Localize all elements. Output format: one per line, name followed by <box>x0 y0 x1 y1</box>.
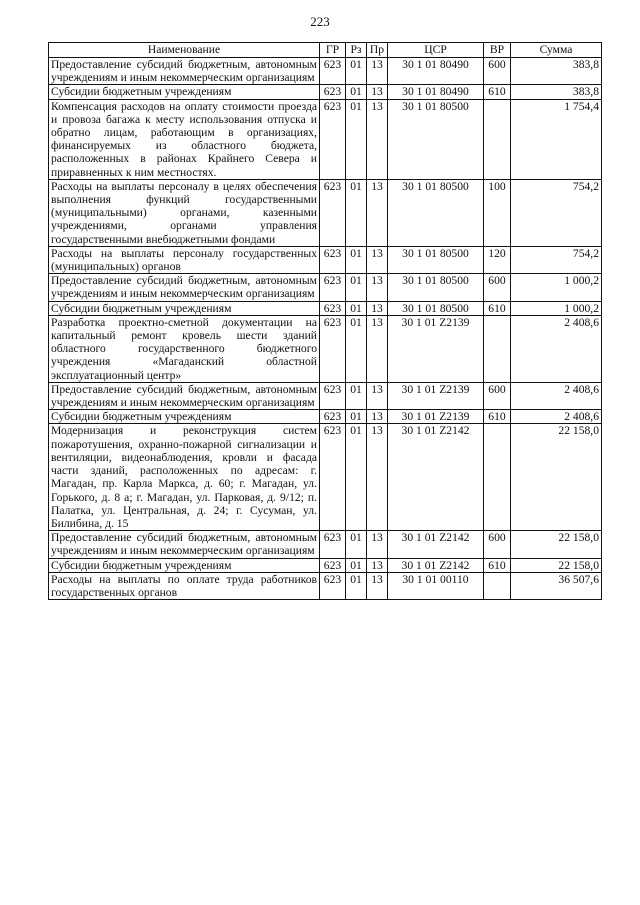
table-row <box>49 99 602 179</box>
cell-csr: 30 1 01 00110 <box>388 572 484 599</box>
cell-sum: 22 158,0 <box>511 531 602 558</box>
cell-rz: 01 <box>346 85 367 99</box>
cell-pr: 13 <box>367 410 388 424</box>
cell-pr: 13 <box>367 85 388 99</box>
cell-rz: 01 <box>346 424 367 531</box>
cell-pr: 13 <box>367 315 388 382</box>
table-row <box>49 315 602 382</box>
cell-sum: 22 158,0 <box>511 424 602 531</box>
cell-csr: 30 1 01 80490 <box>388 58 484 85</box>
cell-name: Расходы на выплаты по оплате труда работников государственных органов <box>49 572 320 599</box>
cell-vr: 600 <box>484 274 511 301</box>
cell-vr: 120 <box>484 246 511 273</box>
header-vr: ВР <box>484 43 511 58</box>
cell-gr: 623 <box>320 410 346 424</box>
cell-gr: 623 <box>320 301 346 315</box>
cell-sum: 1 754,4 <box>511 99 602 179</box>
cell-vr: 600 <box>484 531 511 558</box>
cell-vr: 100 <box>484 179 511 246</box>
cell-pr: 13 <box>367 179 388 246</box>
cell-vr <box>484 99 511 179</box>
page-number: 223 <box>310 14 330 29</box>
cell-name: Разработка проектно-сметной документации на капитальный ремонт кровель шести зданий областного государственного бюджетного учреждения «Магаданский областной эксплуатационный центр» <box>49 315 320 382</box>
table-row <box>49 424 602 531</box>
cell-gr: 623 <box>320 382 346 409</box>
cell-rz: 01 <box>346 301 367 315</box>
table-row <box>49 531 602 558</box>
cell-name: Предоставление субсидий бюджетным, автономным учреждениям и иным некоммерческим организациям <box>49 58 320 85</box>
cell-pr: 13 <box>367 58 388 85</box>
header-rz: Рз <box>346 43 367 58</box>
table-row <box>49 274 602 301</box>
cell-vr: 610 <box>484 301 511 315</box>
cell-csr: 30 1 01 80500 <box>388 99 484 179</box>
cell-csr: 30 1 01 80500 <box>388 301 484 315</box>
cell-sum: 1 000,2 <box>511 274 602 301</box>
cell-csr: 30 1 01 80500 <box>388 274 484 301</box>
cell-rz: 01 <box>346 274 367 301</box>
cell-name: Модернизация и реконструкция систем пожаротушения, охранно-пожарной сигнализации и вентиляции, видеонаблюдения, кровли и фасада части зданий, расположенных по адресам: г. Магадан, пр. Карла Маркса, д. 60; г. Магадан, ул. Горького, д. 8 а; г. Магадан, ул. Парковая, д. 9/12; п. Палатка, ул. Центральная, д. 24; г. Сусуман, ул. Билибина, д. 15 <box>49 424 320 531</box>
cell-sum: 2 408,6 <box>511 382 602 409</box>
header-csr: ЦСР <box>388 43 484 58</box>
cell-csr: 30 1 01 80490 <box>388 85 484 99</box>
table-row <box>49 410 602 424</box>
cell-gr: 623 <box>320 274 346 301</box>
cell-name: Расходы на выплаты персоналу государственных (муниципальных) органов <box>49 246 320 273</box>
cell-csr: 30 1 01 Z2142 <box>388 424 484 531</box>
cell-csr: 30 1 01 Z2139 <box>388 410 484 424</box>
cell-csr: 30 1 01 Z2142 <box>388 531 484 558</box>
cell-sum: 754,2 <box>511 246 602 273</box>
table-row <box>49 58 602 85</box>
cell-sum: 36 507,6 <box>511 572 602 599</box>
table-body <box>49 58 602 600</box>
cell-rz: 01 <box>346 410 367 424</box>
cell-csr: 30 1 01 80500 <box>388 179 484 246</box>
cell-gr: 623 <box>320 315 346 382</box>
cell-pr: 13 <box>367 382 388 409</box>
cell-name: Предоставление субсидий бюджетным, автономным учреждениям и иным некоммерческим организациям <box>49 382 320 409</box>
cell-pr: 13 <box>367 301 388 315</box>
cell-pr: 13 <box>367 558 388 572</box>
cell-gr: 623 <box>320 85 346 99</box>
cell-pr: 13 <box>367 99 388 179</box>
cell-vr: 600 <box>484 382 511 409</box>
table-header <box>49 43 602 58</box>
cell-rz: 01 <box>346 531 367 558</box>
table-row <box>49 179 602 246</box>
cell-rz: 01 <box>346 572 367 599</box>
table-row <box>49 85 602 99</box>
cell-name: Субсидии бюджетным учреждениям <box>49 85 320 99</box>
header-name: Наименование <box>49 43 320 58</box>
cell-name: Компенсация расходов на оплату стоимости проезда и провоза багажа к месту использования отпуска и обратно лицам, работающим в организациях, финансируемых из областного бюджета, расположенных в районах Крайнего Севера и приравненных к ним местностях. <box>49 99 320 179</box>
cell-vr <box>484 424 511 531</box>
cell-csr: 30 1 01 Z2139 <box>388 315 484 382</box>
cell-sum: 2 408,6 <box>511 410 602 424</box>
cell-rz: 01 <box>346 315 367 382</box>
cell-gr: 623 <box>320 424 346 531</box>
cell-name: Предоставление субсидий бюджетным, автономным учреждениям и иным некоммерческим организациям <box>49 531 320 558</box>
header-gr: ГР <box>320 43 346 58</box>
cell-gr: 623 <box>320 179 346 246</box>
cell-name: Предоставление субсидий бюджетным, автономным учреждениям и иным некоммерческим организациям <box>49 274 320 301</box>
cell-sum: 383,8 <box>511 85 602 99</box>
cell-rz: 01 <box>346 99 367 179</box>
cell-gr: 623 <box>320 558 346 572</box>
cell-csr: 30 1 01 Z2139 <box>388 382 484 409</box>
cell-vr <box>484 315 511 382</box>
cell-gr: 623 <box>320 99 346 179</box>
cell-name: Субсидии бюджетным учреждениям <box>49 301 320 315</box>
header-sum: Сумма <box>511 43 602 58</box>
header-row <box>49 43 602 58</box>
budget-table <box>48 42 602 600</box>
cell-pr: 13 <box>367 246 388 273</box>
cell-name: Расходы на выплаты персоналу в целях обеспечения выполнения функций государственными (муниципальными) органами, казенными учреждениями, органами управления государственными внебюджетными фондами <box>49 179 320 246</box>
cell-rz: 01 <box>346 382 367 409</box>
cell-sum: 2 408,6 <box>511 315 602 382</box>
table-row <box>49 382 602 409</box>
table-row <box>49 558 602 572</box>
table-row <box>49 246 602 273</box>
cell-sum: 22 158,0 <box>511 558 602 572</box>
cell-sum: 754,2 <box>511 179 602 246</box>
table-row <box>49 572 602 599</box>
cell-csr: 30 1 01 80500 <box>388 246 484 273</box>
header-pr: Пр <box>367 43 388 58</box>
cell-sum: 1 000,2 <box>511 301 602 315</box>
cell-vr <box>484 572 511 599</box>
cell-name: Субсидии бюджетным учреждениям <box>49 558 320 572</box>
cell-csr: 30 1 01 Z2142 <box>388 558 484 572</box>
cell-pr: 13 <box>367 274 388 301</box>
cell-pr: 13 <box>367 424 388 531</box>
cell-rz: 01 <box>346 58 367 85</box>
cell-vr: 610 <box>484 410 511 424</box>
cell-name: Субсидии бюджетным учреждениям <box>49 410 320 424</box>
cell-pr: 13 <box>367 572 388 599</box>
cell-rz: 01 <box>346 179 367 246</box>
cell-gr: 623 <box>320 572 346 599</box>
cell-rz: 01 <box>346 558 367 572</box>
cell-vr: 610 <box>484 558 511 572</box>
cell-gr: 623 <box>320 531 346 558</box>
cell-rz: 01 <box>346 246 367 273</box>
cell-gr: 623 <box>320 58 346 85</box>
cell-gr: 623 <box>320 246 346 273</box>
cell-pr: 13 <box>367 531 388 558</box>
cell-sum: 383,8 <box>511 58 602 85</box>
cell-vr: 600 <box>484 58 511 85</box>
table-row <box>49 301 602 315</box>
cell-vr: 610 <box>484 85 511 99</box>
